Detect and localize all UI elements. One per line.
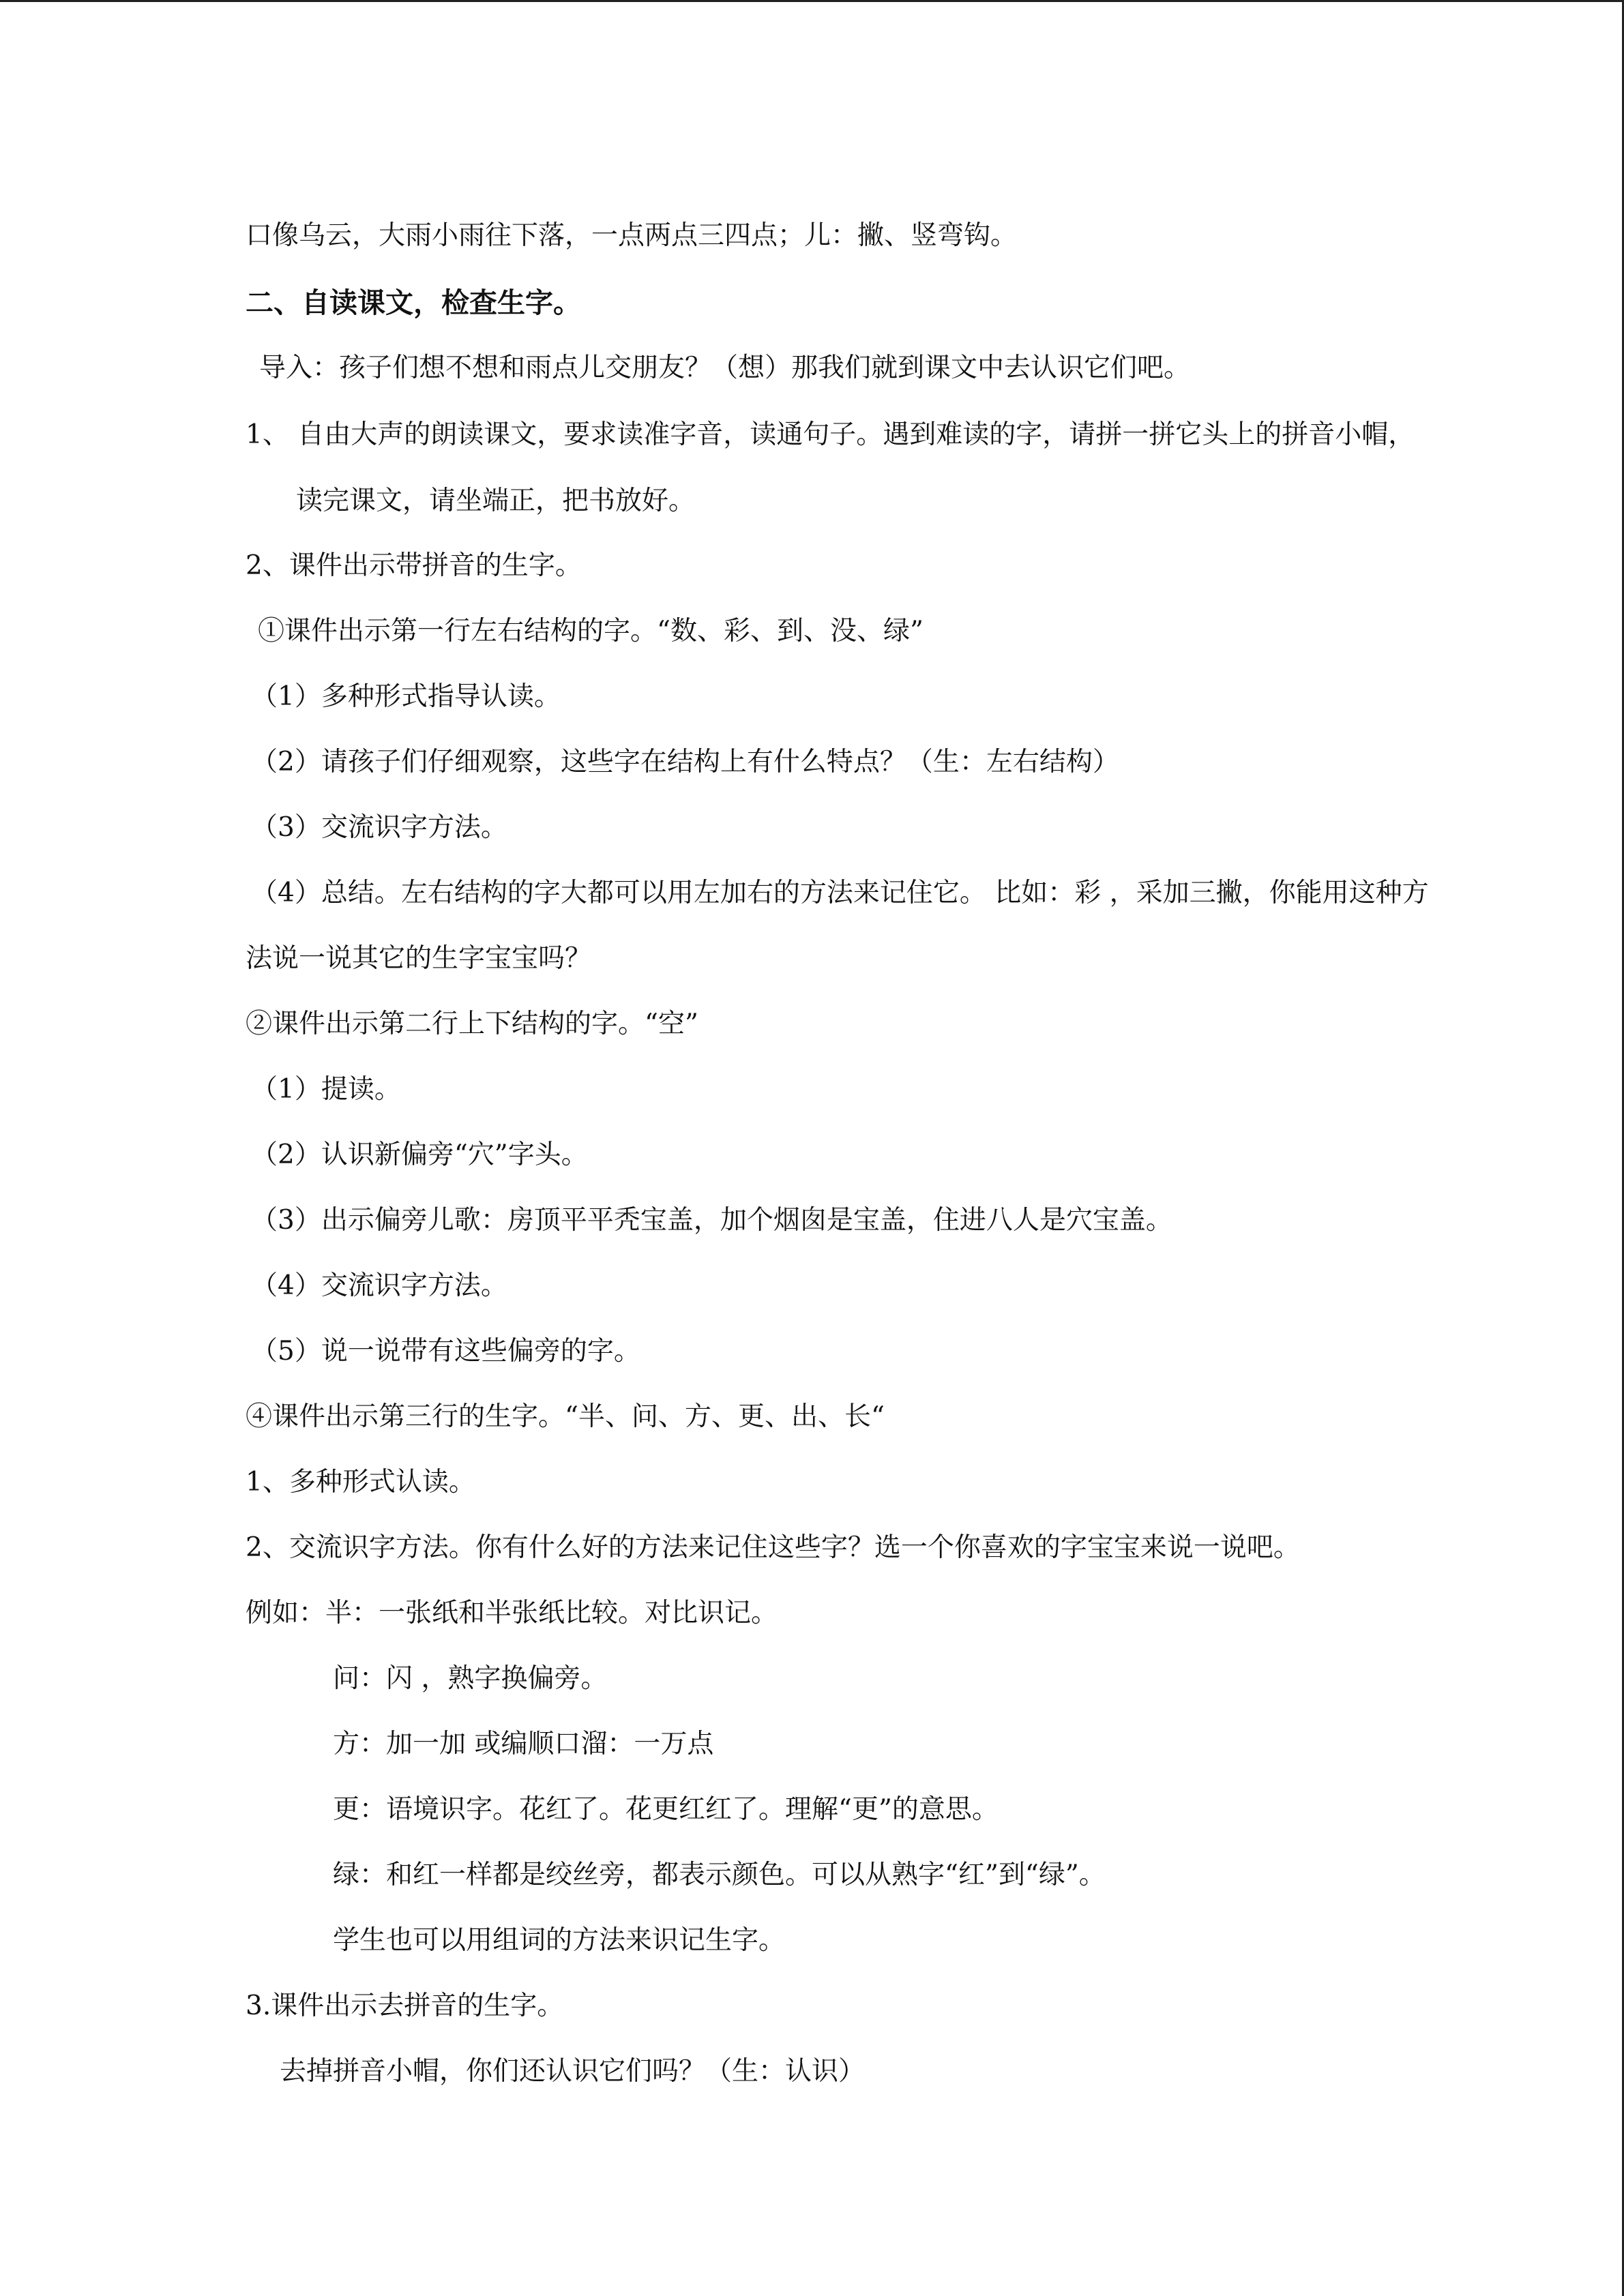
text-line: 2、交流识字方法。你有什么好的方法来记住这些字？选一个你喜欢的字宝宝来说一说吧。 (246, 1532, 1300, 1563)
text-line: ②课件出示第二行上下结构的字。“空” (246, 1009, 698, 1039)
text-line: 去掉拼音小帽，你们还认识它们吗？（生：认识） (280, 2056, 866, 2087)
text-line: 1、多种形式认读。 (246, 1467, 475, 1497)
text-line: 法说一说其它的生字宝宝吗？ (246, 943, 592, 974)
text-line: 3.课件出示去拼音的生字。 (246, 1991, 564, 2021)
text-line: （1）多种形式指导认读。 (251, 681, 561, 712)
text-line: 例如：半：一张纸和半张纸比较。对比识记。 (246, 1598, 778, 1628)
text-line: ①课件出示第一行左右结构的字。“数、彩、到、没、绿” (258, 616, 924, 646)
text-line: 问：闪 ，熟字换偏旁。 (333, 1663, 608, 1694)
text-line: （3）出示偏旁儿歌：房顶平平秃宝盖，加个烟囱是宝盖，住进八人是穴宝盖。 (251, 1205, 1172, 1236)
text-line: （4）交流识字方法。 (251, 1270, 507, 1301)
text-line: 2、课件出示带拼音的生字。 (246, 550, 582, 581)
text-line: （4）总结。左右结构的字大都可以用左加右的方法来记住它。 比如：彩 ，采加三撇，你能用这种方 (251, 878, 1429, 908)
text-line: 1、 自由大声的朗读课文，要求读准字音，读通句子。遇到难读的字，请拼一拼它头上的拼音小帽， (246, 419, 1415, 450)
text-line: （2）认识新偏旁“穴”字头。 (251, 1139, 588, 1170)
text-line: 方：加一加 或编顺口溜：一万点 (333, 1729, 714, 1759)
text-line: 学生也可以用组词的方法来识记生字。 (333, 1925, 786, 1956)
text-line: ④课件出示第三行的生字。“半、问、方、更、出、长“ (246, 1401, 885, 1432)
text-line: 导入：孩子们想不想和雨点儿交朋友？（想）那我们就到课文中去认识它们吧。 (259, 353, 1191, 383)
text-line: 读完课文，请坐端正，把书放好。 (296, 486, 696, 516)
text-line: 更：语境识字。花红了。花更红红了。理解“更”的意思。 (333, 1794, 999, 1825)
text-line: （5）说一说带有这些偏旁的字。 (251, 1336, 640, 1367)
text-line: （3）交流识字方法。 (251, 812, 507, 843)
text-line: （1）提读。 (251, 1074, 401, 1105)
text-line: 绿：和红一样都是绞丝旁，都表示颜色。可以从熟字“红”到“绿”。 (333, 1860, 1106, 1890)
text-line: 口像乌云，大雨小雨往下落，一点两点三四点；儿：撇、竖弯钩。 (246, 220, 1018, 251)
section-heading: 二、自读课文，检查生字。 (246, 286, 581, 319)
text-line: （2）请孩子们仔细观察，这些字在结构上有什么特点？（生：左右结构） (251, 747, 1119, 777)
page-top-border (0, 0, 1624, 2)
